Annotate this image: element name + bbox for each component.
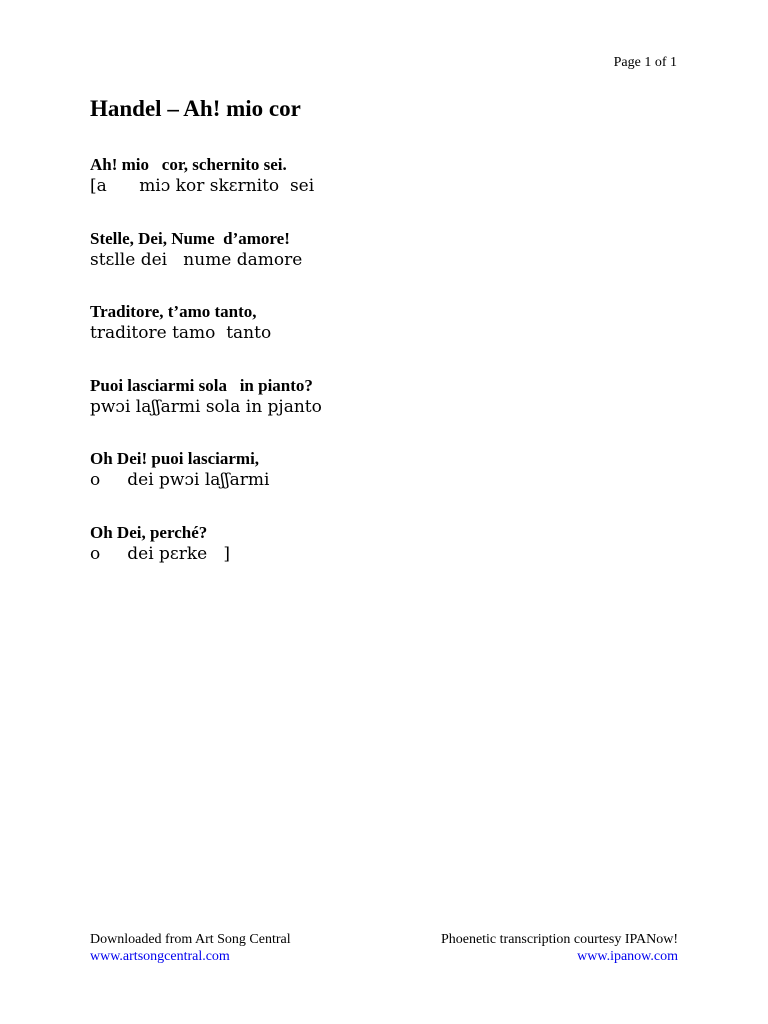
page-number: Page 1 of 1 [613, 55, 677, 70]
verse-italian-line: Puoi lasciarmi sola in pianto? [90, 375, 313, 395]
lyrics-body [90, 155, 690, 596]
footer-credit-text: Phoenetic transcription courtesy IPANow! [440, 932, 678, 947]
footer-link-row [90, 948, 678, 965]
verse-6 [90, 523, 690, 597]
verse-ipa-line: pwɔi laʃʃarmi sola in pjanto [90, 396, 322, 417]
verse-italian-line: Ah! mio cor, schernito sei. [90, 155, 287, 174]
verse-ipa-line: traditore tamo tanto [90, 323, 272, 343]
ipanow-link[interactable]: www.ipanow.com [577, 949, 678, 964]
artsongcentral-link[interactable]: www.artsongcentral.com [90, 949, 230, 964]
verse-4 [90, 376, 690, 450]
verse-ipa-line: o dei pɛrke ] [90, 543, 231, 564]
verse-5 [90, 449, 690, 523]
verse-italian-line: Stelle, Dei, Nume d’amore! [90, 228, 290, 248]
footer-source-text: Downloaded from Art Song Central [90, 932, 291, 947]
verse-ipa-line: stɛlle dei nume damore [90, 249, 303, 270]
verse-ipa-line: o dei pwɔi laʃʃarmi [90, 470, 270, 490]
verse-2 [90, 229, 690, 303]
page-footer [90, 931, 678, 965]
verse-italian-line: Oh Dei! puoi lasciarmi, [90, 449, 260, 468]
footer-text-row [90, 931, 678, 948]
verse-1 [90, 155, 690, 229]
verse-ipa-line: [a miɔ kor skɛrnito sei [90, 176, 315, 196]
page-title: Handel – Ah! mio cor [90, 96, 301, 121]
verse-3 [90, 302, 690, 376]
verse-italian-line: Oh Dei, perché? [90, 522, 208, 542]
verse-italian-line: Traditore, t’amo tanto, [90, 302, 257, 321]
